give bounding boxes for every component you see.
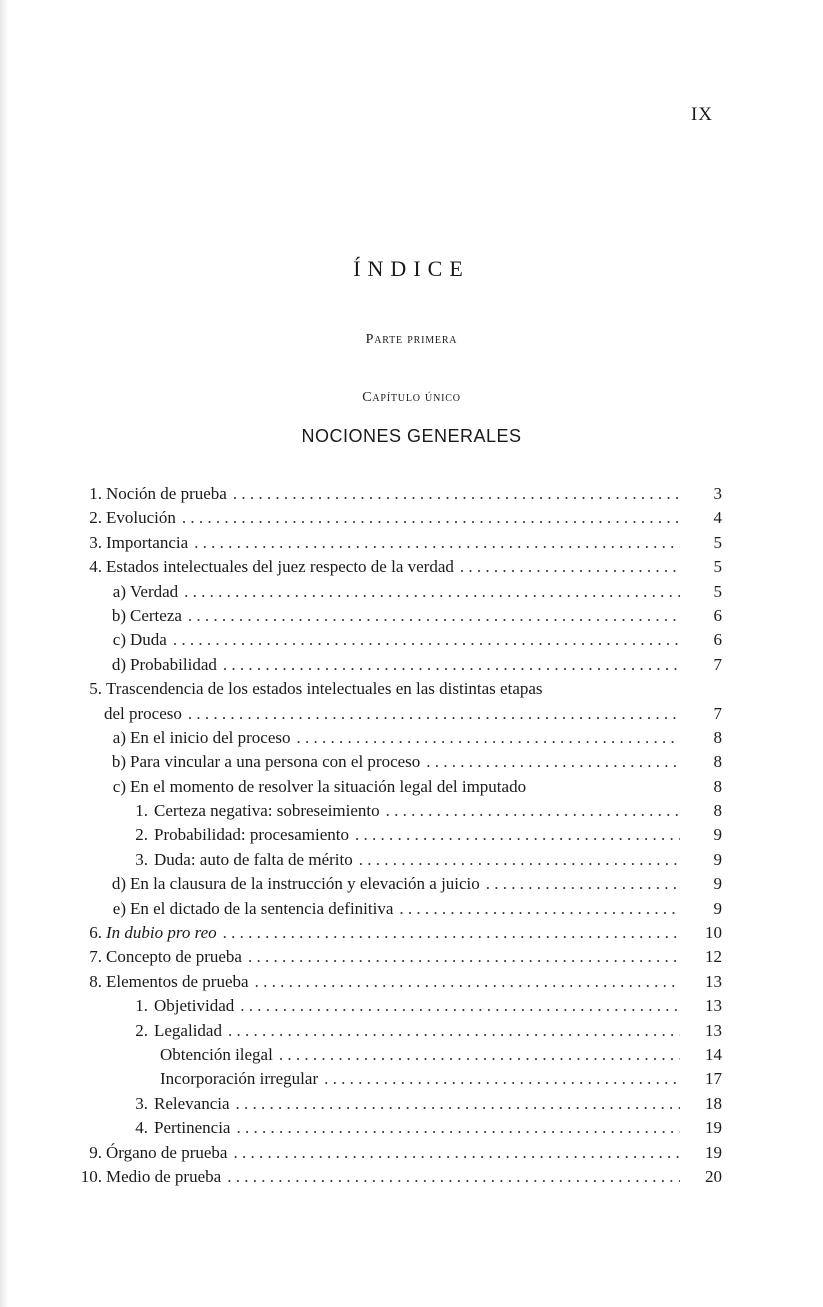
toc-subentry[interactable] [72, 726, 722, 750]
toc-entry-number: 7. [89, 947, 102, 967]
toc-subentry[interactable] [72, 750, 722, 774]
toc-entry-number: c) [112, 630, 126, 650]
table-of-contents [72, 482, 722, 1189]
toc-entry-label: Obtención ilegal [160, 1044, 273, 1064]
toc-entry-continuation[interactable] [72, 702, 722, 726]
toc-entry-label: Duda [130, 630, 167, 650]
toc-entry[interactable] [72, 555, 722, 579]
leader-dots [184, 580, 680, 604]
toc-entry-page: 13 [705, 996, 722, 1016]
toc-entry-label: In dubio pro reo [106, 923, 217, 943]
toc-entry[interactable] [72, 1165, 722, 1189]
toc-entry-number: d) [111, 654, 126, 674]
toc-entry[interactable] [72, 1141, 722, 1165]
toc-entry-label: del proceso [104, 703, 182, 723]
toc-entry-page: 14 [705, 1044, 722, 1064]
toc-entry-number: a) [112, 727, 126, 747]
toc-entry-label: Objetividad [154, 996, 235, 1016]
toc-entry-number: e) [112, 898, 126, 918]
toc-subentry[interactable] [72, 604, 722, 628]
toc-entry-label: Importancia [106, 532, 189, 552]
leader-dots [279, 1043, 680, 1067]
toc-entry-page: 6 [713, 605, 722, 625]
toc-entry-page: 5 [713, 581, 722, 601]
toc-entry-label: Incorporación irregular [160, 1069, 319, 1089]
leader-dots [248, 945, 680, 969]
leader-dots [173, 628, 680, 652]
toc-entry-number: 1. [135, 801, 148, 821]
toc-entry-label: Legalidad [154, 1020, 222, 1040]
leader-dots [233, 1141, 680, 1165]
toc-entry-label: Verdad [130, 581, 179, 601]
leader-dots [236, 1116, 680, 1140]
toc-entry-label: En el momento de resolver la situación legal del imputado [130, 776, 527, 796]
toc-entry-label: Medio de prueba [106, 1166, 222, 1186]
toc-subsubentry[interactable] [72, 994, 722, 1018]
leader-dots [386, 799, 680, 823]
toc-entry-number: 6. [89, 923, 102, 943]
leader-dots [233, 482, 680, 506]
page-number: IX [690, 104, 713, 125]
toc-entry-page: 8 [713, 801, 722, 821]
toc-entry-page: 8 [713, 776, 722, 796]
toc-entry-page: 8 [713, 752, 722, 772]
toc-entry-label: Duda: auto de falta de mérito [154, 849, 353, 869]
leader-dots [324, 1067, 680, 1091]
leader-dots [194, 531, 680, 555]
toc-entry-page: 4 [713, 508, 722, 528]
leader-dots [223, 921, 680, 945]
toc-entry-label: En el inicio del proceso [130, 727, 291, 747]
toc-entry-label: Estados intelectuales del juez respecto de la verdad [106, 557, 454, 577]
toc-entry[interactable] [72, 506, 722, 530]
leader-dots [255, 970, 680, 994]
toc-entry-label: Probabilidad: procesamiento [154, 825, 349, 845]
toc-entry[interactable] [72, 970, 722, 994]
leader-dots [236, 1092, 680, 1116]
toc-entry-number: 4. [135, 1118, 148, 1138]
page-edge-shadow [0, 0, 8, 1307]
leader-dots [227, 1165, 680, 1189]
toc-entry-label: Relevancia [154, 1093, 230, 1113]
toc-entry[interactable] [72, 945, 722, 969]
toc-entry[interactable] [72, 531, 722, 555]
leader-dots [355, 823, 680, 847]
toc-entry-number: 2. [89, 508, 102, 528]
toc-entry-number: b) [111, 752, 126, 772]
toc-entry-page: 19 [705, 1142, 722, 1162]
toc-entry-number: 4. [89, 557, 102, 577]
toc-subsubentry[interactable] [72, 1067, 722, 1091]
toc-entry-page: 13 [705, 1020, 722, 1040]
toc-entry-page: 3 [713, 484, 722, 503]
toc-subentry[interactable] [72, 897, 722, 921]
toc-entry-page: 19 [705, 1118, 722, 1138]
leader-dots [228, 1019, 680, 1043]
toc-entry-page: 20 [705, 1166, 722, 1186]
toc-entry-number: c) [112, 776, 126, 796]
leader-dots [359, 848, 680, 872]
toc-subsubentry[interactable] [72, 1043, 722, 1067]
toc-entry-page: 13 [705, 971, 722, 991]
toc-entry-page: 5 [713, 557, 722, 577]
toc-entry-page: 9 [713, 825, 722, 845]
toc-entry-label: Pertinencia [154, 1118, 231, 1138]
toc-entry-number: 2. [135, 825, 148, 845]
toc-entry-page: 9 [713, 898, 722, 918]
toc-entry-page: 9 [713, 849, 722, 869]
toc-entry-number: a) [112, 581, 126, 601]
toc-subsubentry[interactable] [72, 1092, 722, 1116]
toc-entry-number: 3. [89, 532, 102, 552]
toc-entry-page: 10 [705, 923, 722, 943]
leader-dots [188, 604, 680, 628]
toc-entry-page: 18 [705, 1093, 722, 1113]
toc-entry-number: 1. [89, 484, 102, 503]
toc-entry[interactable] [72, 677, 722, 701]
toc-entry-number: b) [111, 605, 126, 625]
toc-subentry[interactable] [72, 653, 722, 677]
toc-entry-label: Concepto de prueba [106, 947, 242, 967]
toc-entry-number: d) [111, 874, 126, 894]
page-title: ÍNDICE [353, 256, 470, 281]
toc-subentry[interactable] [72, 872, 722, 896]
toc-entry-page: 5 [713, 532, 722, 552]
toc-entry-label: Para vincular a una persona con el proceso [130, 752, 421, 772]
toc-subsubentry[interactable] [72, 823, 722, 847]
toc-subsubentry[interactable] [72, 1019, 722, 1043]
toc-entry-page: 6 [713, 630, 722, 650]
toc-entry-page: 12 [705, 947, 722, 967]
leader-dots [188, 702, 680, 726]
leader-dots [426, 750, 680, 774]
toc-entry-page: 9 [713, 874, 722, 894]
toc-subentry[interactable] [72, 628, 722, 652]
toc-entry-label: Trascendencia de los estados intelectuales en las distintas etapas [106, 679, 543, 699]
part-heading: Parte primera [365, 332, 458, 347]
leader-dots [223, 653, 680, 677]
toc-entry-number: 9. [89, 1142, 102, 1162]
toc-subentry[interactable] [72, 580, 722, 604]
toc-entry-label: En el dictado de la sentencia definitiva [130, 898, 394, 918]
toc-entry-label: Elementos de prueba [106, 971, 249, 991]
toc-subentry[interactable] [72, 775, 722, 799]
leader-dots [240, 994, 680, 1018]
leader-dots [297, 726, 680, 750]
toc-entry[interactable] [72, 482, 722, 506]
toc-entry-label: En la clausura de la instrucción y elevación a juicio [130, 874, 480, 894]
toc-entry-label: Noción de prueba [106, 484, 227, 503]
toc-subsubentry[interactable] [72, 848, 722, 872]
leader-dots [486, 872, 680, 896]
toc-entry-number: 8. [89, 971, 102, 991]
toc-entry-label: Evolución [106, 508, 176, 528]
toc-entry-number: 1. [135, 996, 148, 1016]
toc-entry-number: 3. [135, 849, 148, 869]
toc-entry[interactable] [72, 921, 722, 945]
toc-entry-number: 5. [89, 679, 102, 699]
leader-dots [182, 506, 680, 530]
section-title: NOCIONES GENERALES [301, 426, 522, 446]
toc-entry-page: 7 [713, 703, 722, 723]
toc-entry-label: Probabilidad [130, 654, 217, 674]
toc-entry-label: Certeza negativa: sobreseimiento [154, 801, 380, 821]
toc-entry-page: 17 [705, 1069, 722, 1089]
toc-subsubentry[interactable] [72, 1116, 722, 1140]
toc-entry-label: Órgano de prueba [106, 1142, 228, 1162]
toc-entry-number: 3. [135, 1093, 148, 1113]
leader-dots [399, 897, 680, 921]
toc-entry-page: 8 [713, 727, 722, 747]
toc-entry-label: Certeza [130, 605, 182, 625]
toc-entry-number: 10. [80, 1166, 102, 1186]
leader-dots [460, 555, 680, 579]
toc-entry-number: 2. [135, 1020, 148, 1040]
toc-entry-page: 7 [713, 654, 722, 674]
toc-subsubentry[interactable] [72, 799, 722, 823]
chapter-heading: Capítulo único [362, 390, 461, 405]
